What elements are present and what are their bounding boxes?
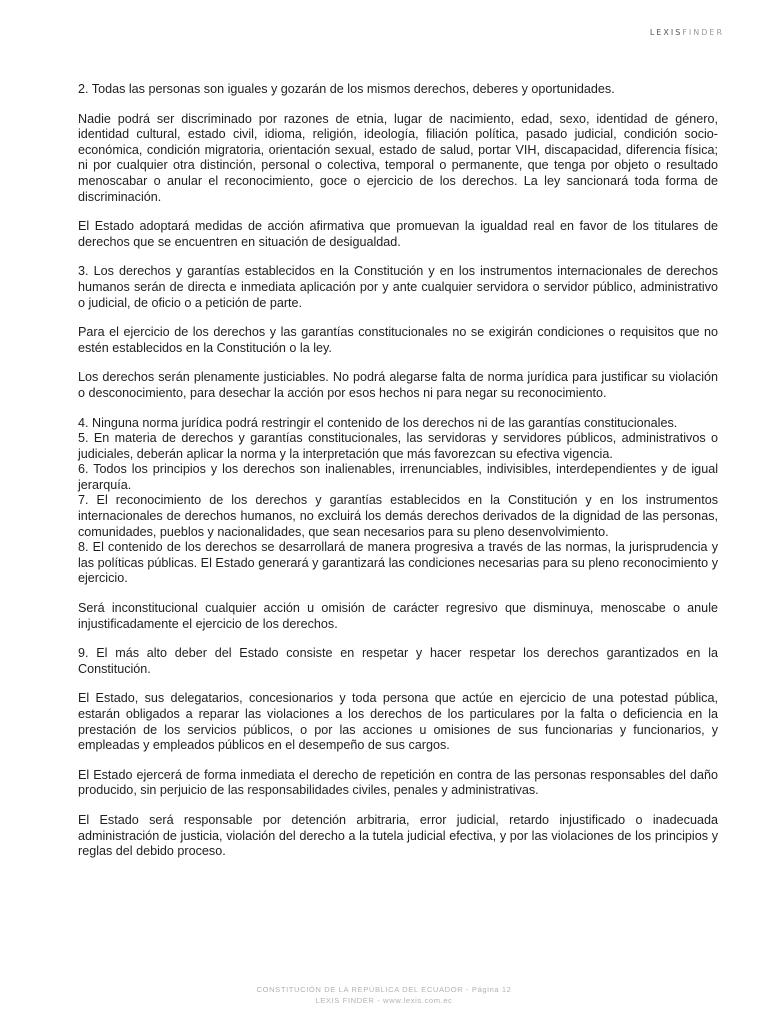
paragraph: Los derechos serán plenamente justiciables. No podrá alegarse falta de norma jurídica para justificar su violación o desconocimiento, para desechar la acción por esos hechos ni para negar su reconocimiento. [78,370,718,400]
paragraph: El Estado será responsable por detención arbitraria, error judicial, retardo injustificado o inadecuada administración de justicia, violación del derecho a la tutela judicial efectiva, y por las violaciones de los principios y reglas del debido proceso. [78,812,718,859]
paragraph: 8. El contenido de los derechos se desarrollará de manera progresiva a través de las normas, la jurisprudencia y las políticas públicas. El Estado generará y garantizará las condiciones necesarias para su pleno reconocimiento y ejercicio. [78,540,718,586]
page-footer [0,984,768,1006]
brand-logo-part2: FINDER [682,28,724,37]
paragraph: El Estado, sus delegatarios, concesionarios y toda persona que actúe en ejercicio de una potestad pública, estarán obligados a reparar las violaciones a los derechos de los particulares por la falta o deficiencia en la prestación de los servicios públicos, o por las acciones u omisiones de sus funcionarias y funcionarios, y empleadas y empleados públicos en el desempeño de sus cargos. [78,691,718,753]
paragraph: 2. Todas las personas son iguales y gozarán de los mismos derechos, deberes y oportunidades. [78,82,615,96]
paragraph: El Estado adoptará medidas de acción afirmativa que promuevan la igualdad real en favor de los titulares de derechos que se encuentren en situación de desigualdad. [78,219,718,249]
paragraph: 6. Todos los principios y los derechos son inalienables, irrenunciables, indivisibles, interdependientes y de igual jerarquía. [78,462,718,492]
paragraph: 5. En materia de derechos y garantías constitucionales, las servidoras y servidores públicos, administrativos o judiciales, deberán aplicar la norma y la interpretación que más favorezcan su efectiva vigencia. [78,431,718,461]
paragraph: El Estado ejercerá de forma inmediata el derecho de repetición en contra de las personas responsables del daño producido, sin perjuicio de las responsabilidades civiles, penales y administrativas. [78,767,718,798]
paragraph: Para el ejercicio de los derechos y las garantías constitucionales no se exigirán condiciones o requisitos que no estén establecidos en la Constitución o la ley. [78,325,718,355]
paragraph: 9. El más alto deber del Estado consiste en respetar y hacer respetar los derechos garantizados en la Constitución. [78,646,718,676]
brand-logo [650,28,724,37]
paragraph: 7. El reconocimiento de los derechos y garantías establecidos en la Constitución y en los instrumentos internacionales de derechos humanos, no excluirá los demás derechos derivados de la dignidad de las personas, comunidades, pueblos y nacionalidades, que sean necesarios para su pleno desenvolvimiento. [78,493,718,539]
footer-site: LEXIS FINDER - www.lexis.com.ec [315,996,453,1005]
brand-logo-part1: LEXIS [649,28,683,37]
paragraph: 4. Ninguna norma jurídica podrá restringir el contenido de los derechos ni de las garantías constitucionales. [78,415,678,430]
document-body [78,82,718,874]
paragraph: 3. Los derechos y garantías establecidos en la Constitución y en los instrumentos internacionales de derechos humanos serán de directa e inmediata aplicación por y ante cualquier servidora o servidor público, administrativo o judicial, de oficio o a petición de parte. [78,264,718,310]
paragraph: Será inconstitucional cualquier acción u omisión de carácter regresivo que disminuya, menoscabe o anule injustificadamente el ejercicio de los derechos. [78,601,718,631]
paragraph: Nadie podrá ser discriminado por razones de etnia, lugar de nacimiento, edad, sexo, identidad de género, identidad cultural, estado civil, idioma, religión, ideología, filiación política, pasado judicial, condición socio-económica, condición migratoria, orientación sexual, estado de salud, portar VIH, discapacidad, diferencia física; ni por cualquier otra distinción, personal o colectiva, temporal o permanente, que tenga por objeto o resultado menoscabar o anular el reconocimiento, goce o ejercicio de los derechos. La ley sancionará toda forma de discriminación. [78,111,718,204]
footer-document-title: CONSTITUCIÓN DE LA REPÚBLICA DEL ECUADOR - Página 12 [256,985,512,994]
